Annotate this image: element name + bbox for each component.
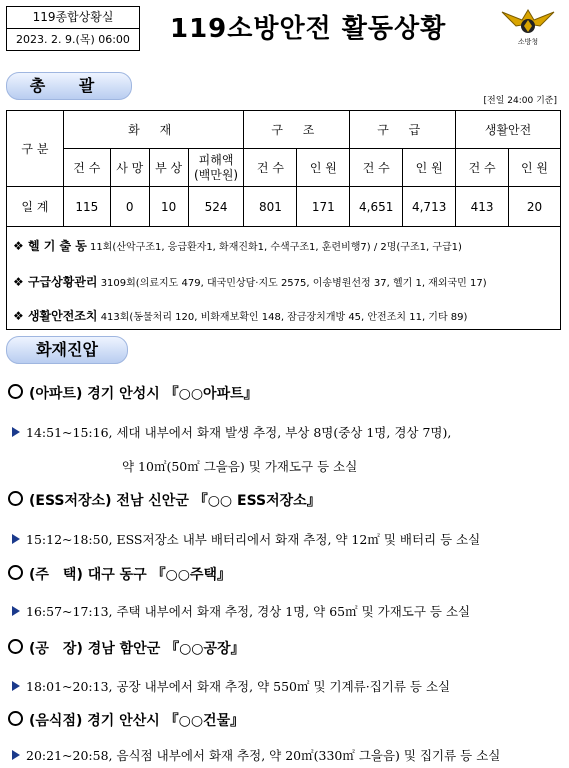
report-datetime: 2023. 2. 9.(목) 06:00 bbox=[16, 33, 130, 46]
circle-bullet-icon bbox=[8, 565, 23, 580]
row-header: 구 분 bbox=[7, 111, 64, 187]
logo-text: 소방청 bbox=[517, 38, 539, 46]
triangle-bullet-icon bbox=[12, 681, 20, 691]
column-header: 건 수 bbox=[244, 149, 297, 187]
table-cell: 0 bbox=[110, 187, 149, 227]
note-text: 413회(동물처리 120, 비화재보확인 148, 잠금장치개방 45, 안전조치 11, 기타 89) bbox=[100, 312, 468, 323]
row-label: 일 계 bbox=[7, 187, 64, 227]
circle-bullet-icon bbox=[8, 711, 23, 726]
table-cell: 115 bbox=[63, 187, 110, 227]
circle-bullet-icon bbox=[8, 491, 23, 506]
fire-item-heading: (음식점) 경기 안산시 『○○건물』 bbox=[8, 710, 244, 730]
summary-table bbox=[6, 110, 561, 227]
fire-item-detail: 16:57~17:13, 주택 내부에서 화재 추정, 경상 1명, 약 65㎡ 및 가재도구 등 소실 bbox=[12, 602, 470, 620]
fire-item-detail: 15:12~18:50, ESS저장소 내부 배터리에서 화재 추정, 약 12㎡ 및 배터리 등 소실 bbox=[12, 530, 480, 548]
table-cell: 4,713 bbox=[403, 187, 456, 227]
summary-notes-box bbox=[6, 226, 561, 330]
note-label: 생활안전조치 bbox=[27, 309, 98, 323]
group-header-safety: 생활안전 bbox=[456, 111, 561, 149]
triangle-bullet-icon bbox=[12, 534, 20, 544]
triangle-bullet-icon bbox=[12, 606, 20, 616]
table-cell: 801 bbox=[244, 187, 297, 227]
fire-item-heading: (아파트) 경기 안성시 『○○아파트』 bbox=[8, 383, 258, 403]
fire-section-label: 화재진압 bbox=[6, 336, 128, 364]
fire-item-heading: (공 장) 경남 함안군 『○○공장』 bbox=[8, 638, 245, 658]
column-header: 건 수 bbox=[63, 149, 110, 187]
column-header: 건 수 bbox=[350, 149, 403, 187]
triangle-bullet-icon bbox=[12, 427, 20, 437]
office-info-box bbox=[6, 6, 140, 51]
column-header: 피해액 (백만원) bbox=[188, 149, 244, 187]
column-header: 부 상 bbox=[149, 149, 188, 187]
table-cell: 171 bbox=[297, 187, 350, 227]
note-helicopter: ❖ 헬 기 출 동 11회(산악구조1, 응급환자1, 화재진화1, 수색구조1, 훈련비행7) / 2명(구조1, 구급1) bbox=[13, 239, 462, 253]
group-header-ems: 구 급 bbox=[350, 111, 456, 149]
table-cell: 524 bbox=[188, 187, 244, 227]
group-header-fire: 화 재 bbox=[63, 111, 244, 149]
basis-note: [전일 24:00 기준] bbox=[483, 96, 557, 106]
fire-item-detail-cont: 약 10㎡(50㎡ 그을음) 및 가재도구 등 소실 bbox=[122, 459, 358, 474]
fire-item-detail: 18:01~20:13, 공장 내부에서 화재 추정, 약 550㎡ 및 기계류·집기류 등 소실 bbox=[12, 677, 450, 695]
group-header-rescue: 구 조 bbox=[244, 111, 350, 149]
circle-bullet-icon bbox=[8, 384, 23, 399]
summary-section-label: 총 괄 bbox=[6, 72, 132, 100]
fire-item-detail: 14:51~15:16, 세대 내부에서 화재 발생 추정, 부상 8명(중상 1명, 경상 7명), bbox=[12, 423, 451, 441]
note-text: 11회(산악구조1, 응급환자1, 화재진화1, 수색구조1, 훈련비행7) / 2명(구조1, 구급1) bbox=[90, 242, 462, 253]
office-name: 119종합상황실 bbox=[7, 7, 139, 29]
table-cell: 4,651 bbox=[350, 187, 403, 227]
note-label: 구급상황관리 bbox=[27, 275, 98, 289]
fire-item-heading: (ESS저장소) 전남 신안군 『○○ ESS저장소』 bbox=[8, 490, 321, 510]
column-header: 건 수 bbox=[456, 149, 509, 187]
note-safety-actions: ❖ 생활안전조치 413회(동물처리 120, 비화재보확인 148, 잠금장치개방 45, 안전조치 11, 기타 89) bbox=[13, 309, 468, 323]
page-title: 119소방안전 활동상황 bbox=[170, 14, 447, 44]
column-header: 인 원 bbox=[403, 149, 456, 187]
column-header: 사 망 bbox=[110, 149, 149, 187]
fire-item-heading: (주 택) 대구 동구 『○○주택』 bbox=[8, 564, 231, 584]
agency-logo bbox=[500, 4, 556, 48]
note-ems-management: ❖ 구급상황관리 3109회(의료지도 479, 대국민상담·지도 2575, 이송병원선정 37, 헬기 1, 재외국민 17) bbox=[13, 275, 487, 289]
table-cell: 10 bbox=[149, 187, 188, 227]
triangle-bullet-icon bbox=[12, 750, 20, 760]
column-header: 인 원 bbox=[297, 149, 350, 187]
eagle-emblem-icon bbox=[500, 4, 556, 38]
circle-bullet-icon bbox=[8, 639, 23, 654]
column-header: 인 원 bbox=[509, 149, 561, 187]
table-cell: 20 bbox=[509, 187, 561, 227]
fire-item-detail: 20:21~20:58, 음식점 내부에서 화재 추정, 약 20㎡(330㎡ 그을음) 및 집기류 등 소실 bbox=[12, 746, 500, 764]
table-cell: 413 bbox=[456, 187, 509, 227]
note-text: 3109회(의료지도 479, 대국민상담·지도 2575, 이송병원선정 37, 헬기 1, 재외국민 17) bbox=[100, 278, 487, 289]
note-label: 헬 기 출 동 bbox=[27, 239, 87, 253]
